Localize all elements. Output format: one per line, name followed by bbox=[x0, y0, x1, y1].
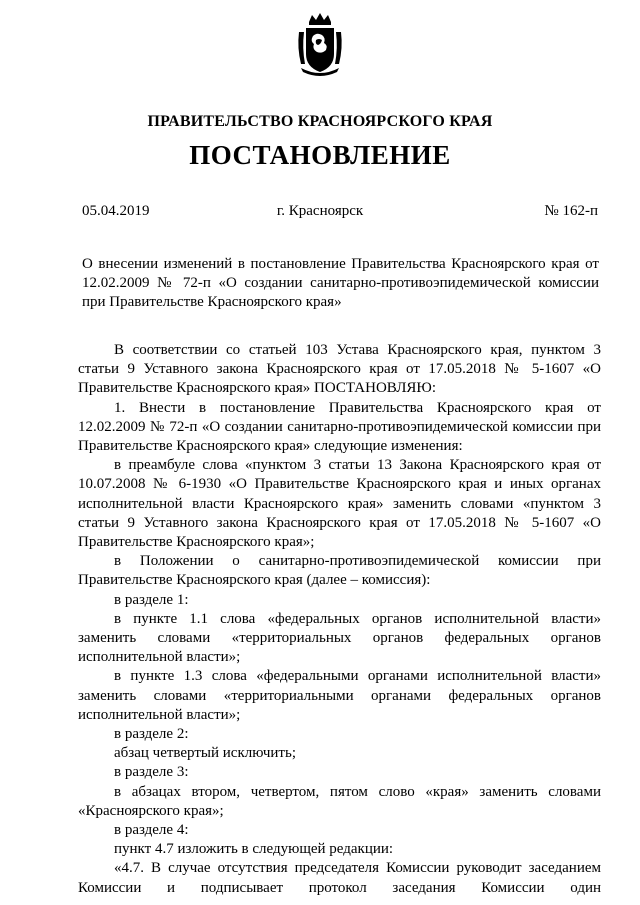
body-paragraph: «4.7. В случае отсутствия председателя Комиссии руководит заседанием Комиссии и подписывает протокол заседания Комиссии один bbox=[78, 860, 601, 896]
body-paragraph: абзац четвертый исключить; bbox=[114, 745, 296, 762]
document-subject: О внесении изменений в постановление Правительства Красноярского края от 12.02.2009 № 72-п «О создании санитарно-противоэпидемической комиссии при Правительстве Красноярского края» bbox=[82, 256, 599, 310]
body-paragraph: В соответствии со статьей 103 Устава Красноярского края, пунктом 3 статьи 9 Уставного закона Красноярского края от 17.05.2018 № 5-1607 «О Правительстве Красноярского края» ПОСТАНОВЛЯЮ: bbox=[78, 342, 601, 397]
document-city: г. Красноярск bbox=[276, 203, 364, 219]
body-paragraph: в абзацах втором, четвертом, пятом слово «края» заменить словами «Красноярского края»; bbox=[78, 783, 601, 819]
document-number: № 162-п bbox=[544, 203, 598, 219]
body-paragraph: 1. Внести в постановление Правительства Красноярского края от 12.02.2009 № 72-п «О создании санитарно-противоэпидемической комиссии при Правительстве Красноярского края» следующие изменения: bbox=[78, 399, 601, 455]
document-body bbox=[78, 341, 601, 898]
body-paragraph: в разделе 1: bbox=[114, 591, 189, 608]
document-type-title: ПОСТАНОВЛЕНИЕ bbox=[189, 140, 451, 170]
document-date: 05.04.2019 bbox=[82, 203, 150, 219]
body-paragraph: пункт 4.7 изложить в следующей редакции: bbox=[114, 841, 394, 858]
body-paragraph: в разделе 3: bbox=[114, 764, 189, 781]
organization-title: ПРАВИТЕЛЬСТВО КРАСНОЯРСКОГО КРАЯ bbox=[147, 113, 493, 130]
body-paragraph: в пункте 1.3 слова «федеральными органами исполнительной власти» заменить словами «территориальными органами федеральных органов исполнительной власти»; bbox=[78, 668, 601, 723]
body-paragraph: в преамбуле слова «пунктом 3 статьи 13 Закона Красноярского края от 10.07.2008 № 6-1930 «О Правительстве Красноярского края и иных органах исполнительной власти Красноярского края» заменить словами «пунктом 3 статьи 9 Уставного закона Красноярского края от 17.05.2018 № 5-1607 «О Правительстве Красноярского края»; bbox=[78, 457, 601, 551]
coat-of-arms-icon bbox=[295, 12, 345, 78]
body-paragraph: в пункте 1.1 слова «федеральных органов исполнительной власти» заменить словами «территориальных органов федеральных органов исполнительной власти»; bbox=[78, 610, 601, 666]
body-paragraph: в Положении о санитарно-противоэпидемической комиссии при Правительстве Красноярского края (далее – комиссия): bbox=[78, 553, 601, 589]
body-paragraph: в разделе 2: bbox=[114, 726, 189, 743]
body-paragraph: в разделе 4: bbox=[114, 822, 189, 839]
